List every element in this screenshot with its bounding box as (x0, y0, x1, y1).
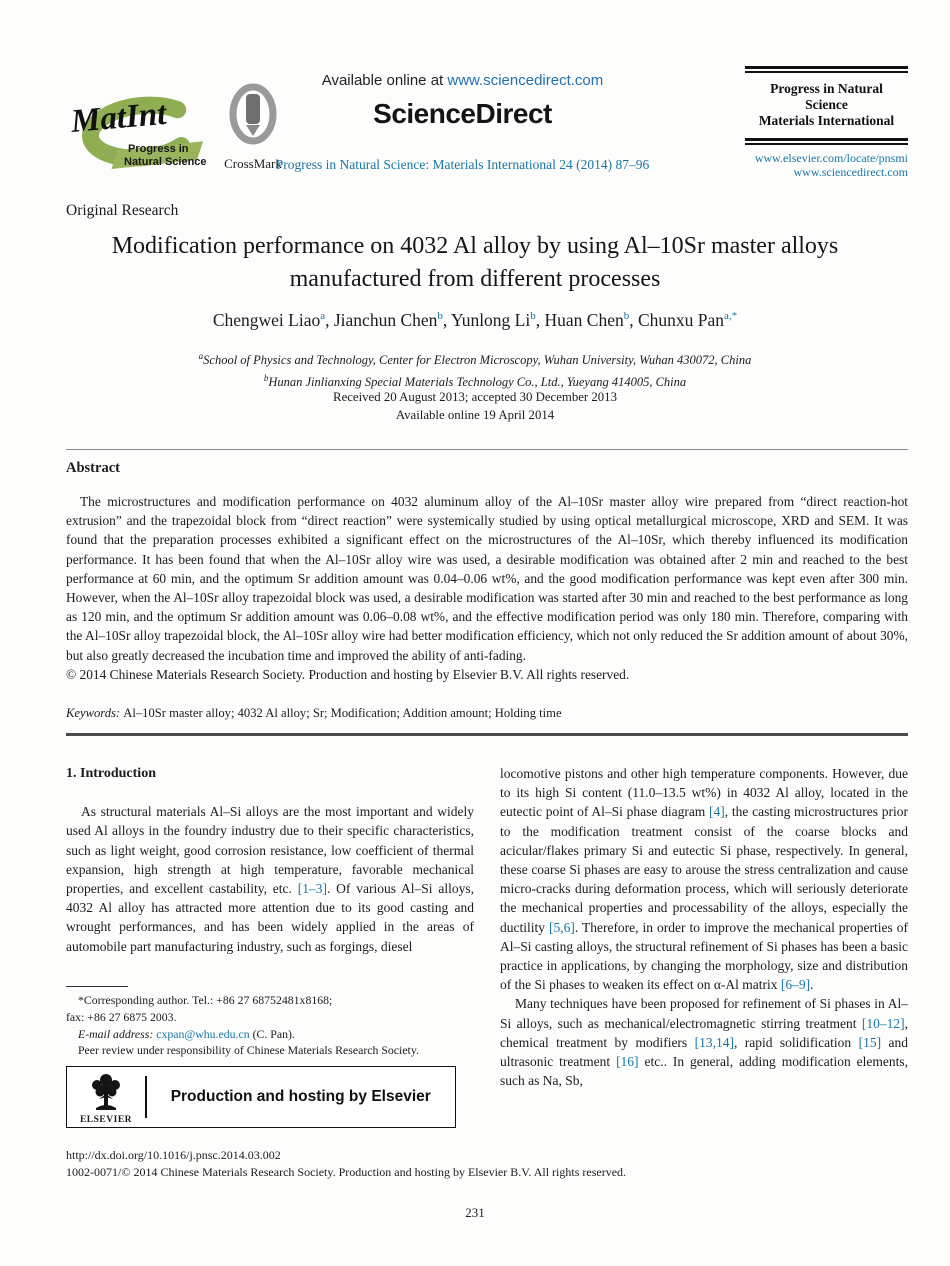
email-suffix: (C. Pan). (249, 1026, 295, 1041)
email-link[interactable]: cxpan@whu.edu.cn (156, 1026, 250, 1041)
email-label: E-mail address: (78, 1026, 157, 1041)
intro-right-column (500, 764, 908, 1090)
keywords-label: Keywords: (66, 706, 124, 720)
peer-review-line: Peer review under responsibility of Chinese Materials Research Society. (78, 1043, 419, 1058)
article-dates (0, 389, 950, 424)
citation-ref[interactable]: [5,6] (548, 919, 575, 935)
citation-ref[interactable]: [13,14] (694, 1034, 734, 1050)
author: Chengwei Liao$^a$, (212, 310, 334, 330)
journal-name (745, 81, 908, 129)
article-title-line2: manufactured from different processes (289, 266, 661, 292)
abstract-copyright: © 2014 Chinese Materials Research Society. Production and hosting by Elsevier B.V. All rights reserved. (66, 666, 630, 682)
intro-paragraph-right-2: Many techniques have been proposed for refinement of Si phases in Al–Si alloys, such as mechanical/electromagnetic stirring treatment [10–12], chemical treatment by modifiers [13,14], rapid solidification [15] and ultrasonic treatment [16] etc.. In general, adding modification elements, such as Na, Sb, (500, 996, 909, 1089)
elsevier-tree-icon (86, 1072, 126, 1112)
article-title-line1: Modification performance on 4032 Al alloy by using Al–10Sr master alloys (111, 233, 839, 259)
author: Jianchun Chen$^b$, (333, 310, 451, 330)
crossmark-label: CrossMark (224, 156, 282, 171)
footnotes (66, 986, 478, 1059)
journal-box (745, 66, 908, 179)
elsevier-wordmark: ELSEVIER (79, 1114, 133, 1125)
footnote-rule (66, 986, 128, 987)
header-logos (62, 78, 292, 188)
article-type-label: Original Research (66, 202, 179, 219)
journal-citation[interactable]: Progress in Natural Science: Materials International 24 (2014) 87–96 (275, 157, 650, 172)
abstract-paragraph: The microstructures and modification performance on 4032 aluminum alloy of the Al–10Sr master alloy wire prepared from “direct reaction-hot extrusion” and the trapezoidal block from “direct reaction” were systemically studied by using optical metallurgical microscope, XRD and SEM. It was found that the preparation processes exhibited a significant effect on the microstructures of the Al–10Sr, which thereby influenced its modification performance. It has been found that when the Al–10Sr alloy wire was used, a desirable modification was obtained after 2 min and reached to the best performance at 60 min, and the optimum Sr addition amount was 0.04–0.06 wt%, and the good modification performance was kept even after 300 min. However, when the Al–10Sr alloy trapezoidal block was used, a desirable modification was started after 30 min and reached to the best performance as long as 120 min, and the optimum Sr addition amount was 0.06–0.08 wt%, and the effective modification period was only 180 min. Therefore, comparing with the Al–10Sr alloy trapezoidal block, the Al–10Sr alloy wire had better modification efficiency, which not only reduced the Sr addition amount of about 30%, but also greatly decreased the incubation time and improved the ability of anti-fading. (66, 494, 908, 663)
affiliation-b: $^b$Hunan Jinlianxing Special Materials Technology Co., Ltd., Yueyang 414005, China (263, 372, 687, 389)
abstract-body (66, 492, 908, 684)
available-online-prefix: Available online at (321, 72, 448, 89)
abstract-top-rule (66, 449, 908, 450)
email-line (66, 1026, 478, 1043)
citation-ref[interactable]: [1–3] (297, 881, 327, 897)
journal-name-line3: Materials International (758, 113, 895, 128)
author: Huan Chen$^b$, (544, 310, 638, 330)
authors-line (0, 310, 950, 331)
citation-ref[interactable]: [10–12] (861, 1015, 905, 1031)
intro-heading: 1. Introduction (66, 766, 156, 781)
available-online-line (275, 72, 650, 89)
svg-text:Natural Science: Natural Science (124, 156, 207, 168)
doi-link[interactable]: http://dx.doi.org/10.1016/j.pnsc.2014.03.002 (66, 1148, 281, 1162)
issn-copyright-line: 1002-0071/© 2014 Chinese Materials Research Society. Production and hosting by Elsevier B.V. All rights reserved. (66, 1165, 627, 1179)
elsevier-url-link[interactable]: www.elsevier.com/locate/pnsmi (754, 151, 908, 165)
sciencedirect-link[interactable]: www.sciencedirect.com (447, 72, 604, 89)
section-divider-rule (66, 733, 908, 736)
matint-logo[interactable] (62, 86, 214, 178)
elsevier-box-caption: Production and hosting by Elsevier (170, 1088, 431, 1105)
author: Chunxu Pan$^{a,*}$ (637, 310, 738, 330)
available-online-date: Available online 19 April 2014 (395, 407, 555, 422)
elsevier-logo (67, 1070, 145, 1125)
sciencedirect-logo[interactable]: ScienceDirect (373, 98, 552, 129)
corresponding-author-line: *Corresponding author. Tel.: +86 27 68752481x8168; (78, 993, 333, 1007)
keywords-line (66, 706, 908, 721)
citation-ref[interactable]: [4] (709, 804, 725, 820)
abstract-heading: Abstract (66, 460, 120, 476)
footer-block (66, 1147, 626, 1181)
journal-box-top-rule (745, 66, 908, 73)
svg-text:MatInt: MatInt (69, 95, 168, 140)
sciencedirect-url-link[interactable]: www.sciencedirect.com (793, 165, 908, 179)
journal-name-line1: Progress in Natural (770, 81, 883, 96)
page-number: 231 (465, 1205, 485, 1220)
citation-ref[interactable]: [15] (858, 1034, 882, 1050)
svg-text:Progress in: Progress in (128, 143, 189, 155)
citation-ref[interactable]: [6–9] (780, 977, 811, 993)
author: Yunlong Li$^b$, (451, 310, 545, 330)
keywords-text: Al–10Sr master alloy; 4032 Al alloy; Sr; Modification; Addition amount; Holding time (123, 706, 562, 720)
intro-paragraph-right-cont: locomotive pistons and other high temperature components. However, due to its high Si content (11.0–13.5 wt%) in 4032 Al alloy, located in the eutectic point of Al–Si phase diagram [4], the casting microstructures prior to the modification treatment consist of the coarse blocks and acicular/flakes primary Si and eutectic Si phase, respectively. In general, these coarse Si phases are easy to arouse the stress centralization and cause micro-cracks during deformation process, which will seriously deteriorate the mechanical properties and processability of the alloys, especially the ductility [5,6]. Therefore, in order to improve the mechanical properties of Al–Si casting alloys, the structural refinement of Si phases has been a basic practice in applications, by changing the morphology, size and distribution of the Si phases to weaken its effect on α-Al matrix [6–9]. (500, 766, 909, 993)
citation-ref[interactable]: [16] (616, 1054, 639, 1070)
fax-line: fax: +86 27 6875 2003. (66, 1009, 177, 1024)
header-center (275, 72, 650, 173)
affiliations (0, 348, 950, 391)
journal-box-bottom-rule (745, 138, 908, 145)
intro-paragraph-left: As structural materials Al–Si alloys are the most important and widely used Al alloys in the foundry industry due to their specific characteristics, such as light weight, good corrosion resistance, low coefficient of thermal expansion, high strength at high temperature, favorable mechanical properties, and excellent castability, etc. [1–3]. Of various Al–Si alloys, 4032 Al alloy has attracted more attention due to its good casting and wrought performances, and has been widely applied in the areas of automobile part manufacturing industry, such as forgings, diesel (66, 804, 474, 954)
received-accepted-line: Received 20 August 2013; accepted 30 December 2013 (333, 390, 617, 404)
article-title (40, 230, 910, 296)
affiliation-a: $^a$School of Physics and Technology, Center for Electron Microscopy, Wuhan University, Wuhan 430072, China (198, 351, 752, 368)
journal-name-line2: Science (805, 97, 848, 112)
elsevier-production-box (66, 1066, 456, 1128)
intro-left-column (66, 764, 474, 956)
